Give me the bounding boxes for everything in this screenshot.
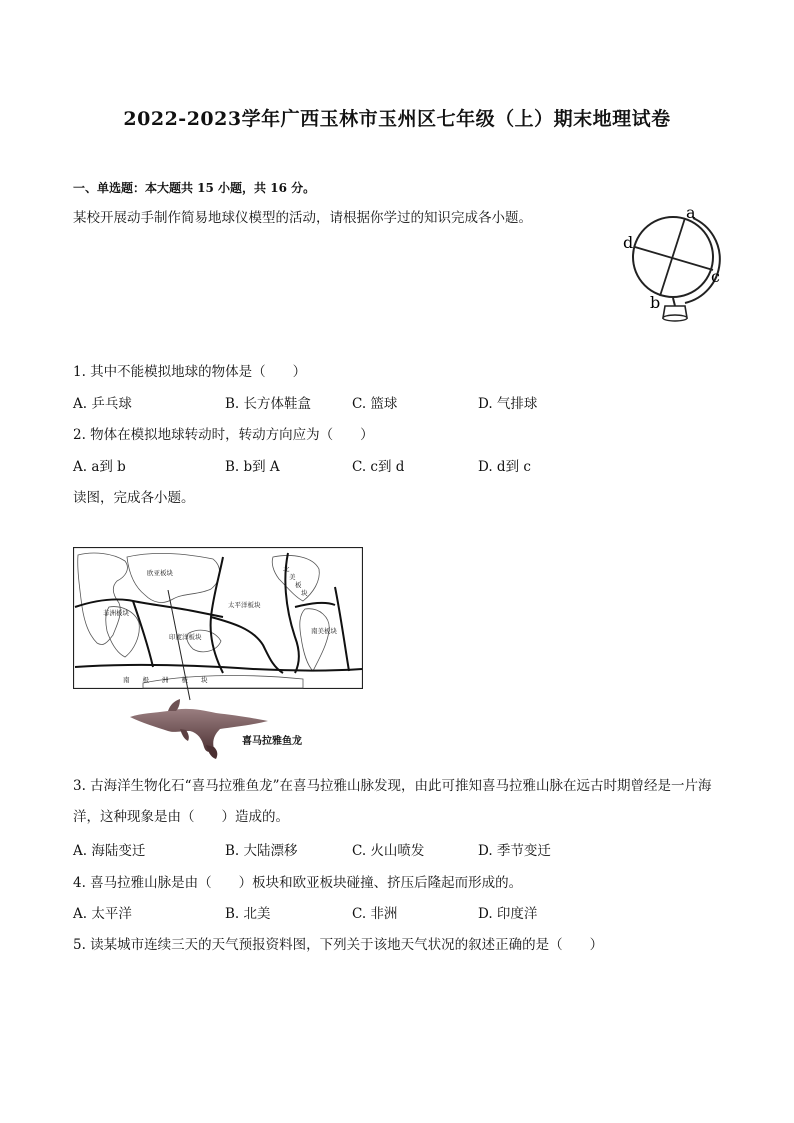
question-5-stem: 5. 读某城市连续三天的天气预报资料图，下列关于该地天气状况的叙述正确的是（ ） [73,937,604,953]
question-1-option-c[interactable]: C. 篮球 [352,396,398,412]
globe-label-d: d [623,233,634,252]
map-label-africa: 非洲板块 [103,609,129,617]
globe-label-c: c [711,267,720,286]
question-2-option-d[interactable]: D. d到 c [478,459,531,475]
map-label-antarctic: 南 极 洲 板 块 [123,676,208,684]
question-2-option-b[interactable]: B. b到 A [225,459,280,475]
map-label-eurasia: 欧亚板块 [147,569,173,577]
map-label-pacific: 太平洋板块 [228,601,261,609]
map-label-north-america-4: 块 [301,589,308,597]
map-label-south-america: 南美板块 [311,627,337,635]
question-3-option-d[interactable]: D. 季节变迁 [478,843,551,859]
question-4-option-c[interactable]: C. 非洲 [352,906,398,922]
globe-label-b: b [650,293,661,312]
page-title: 2022-2023学年广西玉林市玉州区七年级（上）期末地理试卷 [123,108,671,130]
question-2-option-c[interactable]: C. c到 d [352,459,405,475]
map-label-north-america-3: 板 [295,581,302,589]
globe-illustration [615,200,730,325]
map-label-indo: 印度洋板块 [169,633,202,641]
question-1-option-b[interactable]: B. 长方体鞋盒 [225,396,312,412]
intro-text-1: 某校开展动手制作简易地球仪模型的活动，请根据你学过的知识完成各小题。 [73,210,532,226]
question-4-option-b[interactable]: B. 北美 [225,906,271,922]
map-label-north-america-2: 美 [289,573,296,581]
fossil-caption: 喜马拉雅鱼龙 [242,736,302,747]
globe-label-a: a [686,203,696,222]
question-4-option-a[interactable]: A. 太平洋 [73,906,132,922]
question-2-stem: 2. 物体在模拟地球转动时，转动方向应为（ ） [73,427,374,443]
question-2-option-a[interactable]: A. a到 b [73,459,126,475]
question-1-option-a[interactable]: A. 乒乓球 [73,396,132,412]
question-4-option-d[interactable]: D. 印度洋 [478,906,538,922]
question-3-option-b[interactable]: B. 大陆漂移 [225,843,298,859]
intro-text-2: 读图，完成各小题。 [73,490,195,506]
map-label-north-america-1: 北 [283,565,290,573]
question-1-stem: 1. 其中不能模拟地球的物体是（ ） [73,364,307,380]
question-4-stem: 4. 喜马拉雅山脉是由（ ）板块和欧亚板块碰撞、挤压后隆起而形成的。 [73,875,523,891]
question-3-stem: 3. 古海洋生物化石“喜马拉雅鱼龙”在喜马拉雅山脉发现，由此可推知喜马拉雅山脉在远古时期曾经是一片海洋，这种现象是由（ ）造成的。 [73,778,712,825]
question-3-option-a[interactable]: A. 海陆变迁 [73,843,146,859]
question-3-option-c[interactable]: C. 火山喷发 [352,843,425,859]
pointer-line [160,590,200,702]
plate-tectonics-map [73,547,363,689]
section-heading: 一、单选题：本大题共 15 小题，共 16 分。 [73,181,316,195]
question-1-option-d[interactable]: D. 气排球 [478,396,538,412]
fossil-ichthyosaur-illustration [128,697,273,762]
